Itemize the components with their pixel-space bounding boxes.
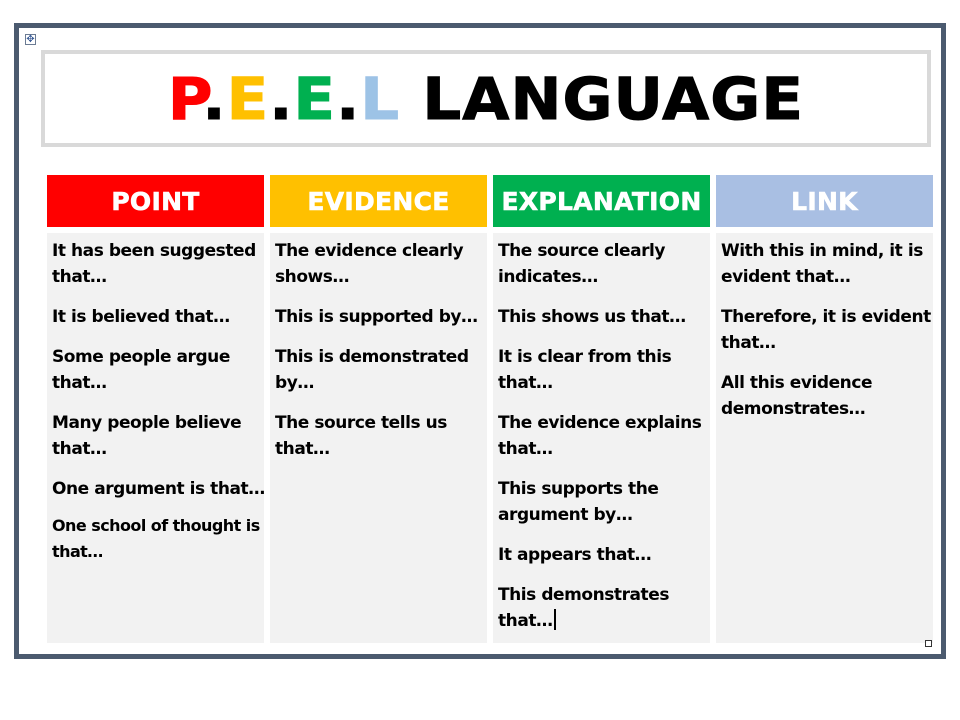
phrase — [498, 238, 706, 290]
title-part: L — [360, 64, 401, 133]
phrase-line: that… — [721, 333, 776, 353]
phrase-line: This is demonstrated — [275, 347, 469, 367]
phrase-line: demonstrates… — [721, 399, 866, 419]
phrase-line: argument by… — [498, 505, 633, 525]
phrase — [498, 542, 706, 568]
phrase-line: that… — [52, 373, 107, 393]
page-title — [167, 64, 805, 133]
phrase-list-evidence[interactable] — [270, 233, 487, 643]
phrase-line: that… — [498, 439, 553, 459]
phrase-list-explanation[interactable] — [493, 233, 710, 643]
title-part: P — [167, 64, 203, 133]
column-explanation — [493, 175, 710, 643]
column-link — [716, 175, 933, 643]
phrase — [275, 410, 483, 462]
phrase-line: This demonstrates — [498, 585, 669, 605]
document-frame — [14, 23, 946, 659]
phrase-line: One argument is that… — [52, 479, 265, 499]
phrase-list-link[interactable] — [716, 233, 933, 643]
phrase-line: indicates… — [498, 267, 598, 287]
text-cursor — [554, 609, 556, 630]
phrase — [498, 410, 706, 462]
phrase-line: This is supported by… — [275, 307, 478, 327]
phrase-line: This supports the — [498, 479, 659, 499]
phrase-line: The source clearly — [498, 241, 666, 261]
phrase — [52, 238, 260, 290]
phrase — [52, 513, 260, 565]
phrase — [498, 344, 706, 396]
phrase — [721, 238, 929, 290]
phrase-line: that… — [52, 439, 107, 459]
phrase-line: that… — [498, 611, 553, 631]
phrase-line: that… — [52, 267, 107, 287]
title-part: LANGUAGE — [400, 64, 805, 133]
title-part: E — [226, 64, 270, 133]
phrase — [52, 344, 260, 396]
phrase-line: evident that… — [721, 267, 851, 287]
phrase — [721, 304, 929, 356]
phrase-line: It has been suggested — [52, 241, 256, 261]
phrase-line: that… — [52, 542, 103, 561]
phrase — [52, 410, 260, 462]
phrase — [498, 582, 706, 634]
title-part: E — [293, 64, 337, 133]
phrase-line: The source tells us — [275, 413, 447, 433]
title-box — [41, 50, 931, 147]
phrase-line: that… — [498, 373, 553, 393]
phrase — [721, 370, 929, 422]
heading-evidence: EVIDENCE — [270, 175, 487, 227]
phrase — [52, 304, 260, 330]
phrase-line: With this in mind, it is — [721, 241, 923, 261]
phrase — [498, 304, 706, 330]
heading-explanation: EXPLANATION — [493, 175, 710, 227]
peel-table — [47, 175, 933, 643]
phrase — [275, 238, 483, 290]
title-part: . — [202, 64, 227, 133]
column-point — [47, 175, 264, 643]
phrase — [275, 344, 483, 396]
phrase-line: Many people believe — [52, 413, 242, 433]
phrase — [498, 476, 706, 528]
heading-link: LINK — [716, 175, 933, 227]
phrase-line: by… — [275, 373, 314, 393]
phrase-line: All this evidence — [721, 373, 873, 393]
phrase-list-point[interactable] — [47, 233, 264, 643]
phrase-line: Some people argue — [52, 347, 230, 367]
phrase — [275, 304, 483, 330]
phrase-line: One school of thought is — [52, 516, 260, 535]
phrase-line: shows… — [275, 267, 350, 287]
resize-handle-icon[interactable] — [925, 640, 932, 647]
phrase-line: Therefore, it is evident — [721, 307, 931, 327]
phrase-line: This shows us that… — [498, 307, 686, 327]
move-handle-icon[interactable]: ✥ — [26, 34, 35, 45]
phrase-line: that… — [275, 439, 330, 459]
title-part: . — [336, 64, 361, 133]
phrase-line: It appears that… — [498, 545, 652, 565]
phrase-line: It is believed that… — [52, 307, 230, 327]
phrase-line: The evidence clearly — [275, 241, 464, 261]
phrase-line: The evidence explains — [498, 413, 702, 433]
phrase-line: It is clear from this — [498, 347, 672, 367]
phrase — [52, 476, 265, 502]
column-evidence — [270, 175, 487, 643]
title-part: . — [269, 64, 294, 133]
heading-point: POINT — [47, 175, 264, 227]
